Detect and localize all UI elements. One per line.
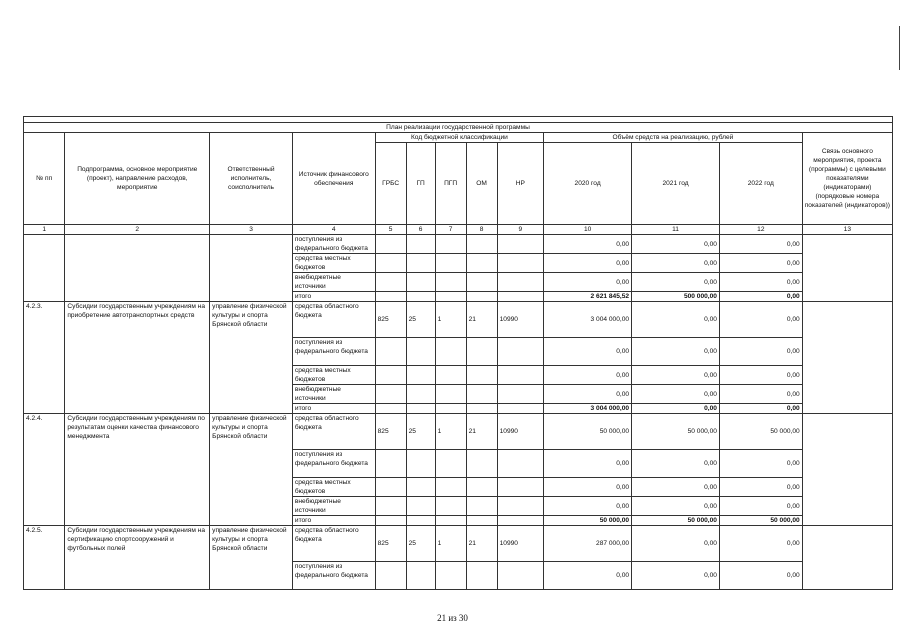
total-2021: 500 000,00 — [632, 292, 720, 302]
pgp-code: 1 — [435, 302, 466, 338]
col-number: 2 — [65, 225, 210, 235]
row-number: 4.2.3. — [24, 302, 65, 414]
program-plan-table — [23, 116, 893, 590]
total-2020: 2 621 845,52 — [544, 292, 632, 302]
responsible-executor: управление физической культуры и спорта Брянской области — [210, 302, 293, 414]
link-cell — [802, 302, 892, 414]
col-number: 12 — [719, 225, 802, 235]
col-number: 3 — [210, 225, 293, 235]
amount-2020: 0,00 — [544, 338, 632, 366]
source-regional: средства областного бюджета — [292, 414, 375, 450]
col-number: 9 — [497, 225, 544, 235]
amount-2022: 50 000,00 — [719, 414, 802, 450]
nr-code: 10990 — [497, 526, 544, 562]
amount-2021: 0,00 — [632, 526, 720, 562]
amount-2020: 0,00 — [544, 478, 632, 497]
total-2020: 3 004 000,00 — [544, 404, 632, 414]
source-local: средства местных бюджетов — [292, 254, 375, 273]
pgp-code: 1 — [435, 414, 466, 450]
gp-code: 25 — [406, 302, 435, 338]
page-edge-mark — [899, 26, 900, 70]
amount-2021: 0,00 — [632, 497, 720, 516]
total-2021: 0,00 — [632, 404, 720, 414]
amount-2021: 0,00 — [632, 235, 720, 254]
amount-2020: 0,00 — [544, 273, 632, 292]
col-2021-header: 2021 год — [632, 143, 720, 225]
source-federal: поступления из федерального бюджета — [292, 562, 375, 590]
source-offbudget: внебюджетные источники — [292, 385, 375, 404]
col-2022-header: 2022 год — [719, 143, 802, 225]
measure-name: Субсидии государственным учреждениям на приобретение автотранспортных средств — [65, 302, 210, 414]
amount-2022: 0,00 — [719, 478, 802, 497]
col-subprogram-header: Подпрограмма, основное мероприятие (проект), направление расходов, мероприятие — [65, 133, 210, 225]
source-federal: поступления из федерального бюджета — [292, 450, 375, 478]
col-source-header: Источник финансового обеспечения — [292, 133, 375, 225]
amount-2022: 0,00 — [719, 450, 802, 478]
total-2022: 50 000,00 — [719, 516, 802, 526]
amount-2022: 0,00 — [719, 235, 802, 254]
table-row — [24, 235, 893, 254]
amount-2021: 50 000,00 — [632, 414, 720, 450]
source-regional: средства областного бюджета — [292, 302, 375, 338]
nr-code: 10990 — [497, 414, 544, 450]
header-row — [24, 133, 893, 143]
amount-2021: 0,00 — [632, 302, 720, 338]
grbs-code: 825 — [375, 414, 406, 450]
om-code: 21 — [466, 302, 497, 338]
source-local: средства местных бюджетов — [292, 366, 375, 385]
col-number: 8 — [466, 225, 497, 235]
source-offbudget: внебюджетные источники — [292, 497, 375, 516]
grbs-code: 825 — [375, 526, 406, 562]
source-offbudget: внебюджетные источники — [292, 273, 375, 292]
column-number-row — [24, 225, 893, 235]
col-om-header: ОМ — [466, 143, 497, 225]
amount-2021: 0,00 — [632, 478, 720, 497]
total-2022: 0,00 — [719, 404, 802, 414]
amount-2021: 0,00 — [632, 338, 720, 366]
amount-2020: 0,00 — [544, 366, 632, 385]
carry-num-cell — [24, 235, 65, 302]
amount-2022: 0,00 — [719, 562, 802, 590]
measure-name: Субсидии государственным учреждениям на сертификацию спортсооружений и футбольных полей — [65, 526, 210, 590]
amount-2021: 0,00 — [632, 366, 720, 385]
source-federal: поступления из федерального бюджета — [292, 235, 375, 254]
col-pgp-header: ПГП — [435, 143, 466, 225]
gp-code: 25 — [406, 526, 435, 562]
amount-2020: 0,00 — [544, 450, 632, 478]
link-cell — [802, 526, 892, 590]
amount-2022: 0,00 — [719, 254, 802, 273]
source-local: средства местных бюджетов — [292, 478, 375, 497]
table-row — [24, 414, 893, 450]
col-grbs-header: ГРБС — [375, 143, 406, 225]
amount-2020: 0,00 — [544, 497, 632, 516]
source-regional: средства областного бюджета — [292, 526, 375, 562]
col-number: 11 — [632, 225, 720, 235]
carry-responsible-cell — [210, 235, 293, 302]
col-link-header: Связь основного мероприятия, проекта (программы) с целевыми показателями (индикаторами) (порядковые номера показателей (индикаторов)) — [802, 133, 892, 225]
source-total: итого — [292, 404, 375, 414]
amount-2022: 0,00 — [719, 273, 802, 292]
link-cell — [802, 414, 892, 526]
amount-2022: 0,00 — [719, 526, 802, 562]
responsible-executor: управление физической культуры и спорта Брянской области — [210, 526, 293, 590]
table-row — [24, 526, 893, 562]
col-responsible-header: Ответственный исполнитель, соисполнитель — [210, 133, 293, 225]
row-number: 4.2.5. — [24, 526, 65, 590]
om-code: 21 — [466, 526, 497, 562]
amount-2022: 0,00 — [719, 302, 802, 338]
amount-2020: 0,00 — [544, 562, 632, 590]
responsible-executor: управление физической культуры и спорта Брянской области — [210, 414, 293, 526]
col-number: 13 — [802, 225, 892, 235]
table-title: План реализации государственной программы — [24, 123, 893, 133]
kbk-group-header: Код бюджетной классификации — [375, 133, 544, 143]
amount-2021: 0,00 — [632, 450, 720, 478]
amount-2022: 0,00 — [719, 366, 802, 385]
col-num-header: № пп — [24, 133, 65, 225]
total-2021: 50 000,00 — [632, 516, 720, 526]
col-nr-header: НР — [497, 143, 544, 225]
nr-code: 10990 — [497, 302, 544, 338]
amount-2020: 50 000,00 — [544, 414, 632, 450]
amount-2021: 0,00 — [632, 254, 720, 273]
gp-code: 25 — [406, 414, 435, 450]
amount-2021: 0,00 — [632, 273, 720, 292]
amount-2022: 0,00 — [719, 497, 802, 516]
amount-2020: 3 004 000,00 — [544, 302, 632, 338]
col-number: 5 — [375, 225, 406, 235]
source-federal: поступления из федерального бюджета — [292, 338, 375, 366]
pgp-code: 1 — [435, 526, 466, 562]
table-title-row — [24, 123, 893, 133]
amount-2020: 287 000,00 — [544, 526, 632, 562]
carry-link-cell — [802, 235, 892, 302]
row-number: 4.2.4. — [24, 414, 65, 526]
source-total: итого — [292, 516, 375, 526]
col-number: 6 — [406, 225, 435, 235]
om-code: 21 — [466, 414, 497, 450]
amount-2021: 0,00 — [632, 562, 720, 590]
amount-2022: 0,00 — [719, 385, 802, 404]
total-2020: 50 000,00 — [544, 516, 632, 526]
col-number: 4 — [292, 225, 375, 235]
page-number: 21 из 30 — [437, 613, 468, 623]
funds-group-header: Объём средств на реализацию, рублей — [544, 133, 803, 143]
col-2020-header: 2020 год — [544, 143, 632, 225]
source-total: итого — [292, 292, 375, 302]
col-number: 1 — [24, 225, 65, 235]
amount-2022: 0,00 — [719, 338, 802, 366]
amount-2020: 0,00 — [544, 385, 632, 404]
amount-2020: 0,00 — [544, 235, 632, 254]
col-number: 7 — [435, 225, 466, 235]
measure-name: Субсидии государственным учреждениям по результатам оценки качества финансового менеджмента — [65, 414, 210, 526]
grbs-code: 825 — [375, 302, 406, 338]
table-row — [24, 302, 893, 338]
col-gp-header: ГП — [406, 143, 435, 225]
total-2022: 0,00 — [719, 292, 802, 302]
col-number: 10 — [544, 225, 632, 235]
amount-2020: 0,00 — [544, 254, 632, 273]
amount-2021: 0,00 — [632, 385, 720, 404]
carry-name-cell — [65, 235, 210, 302]
